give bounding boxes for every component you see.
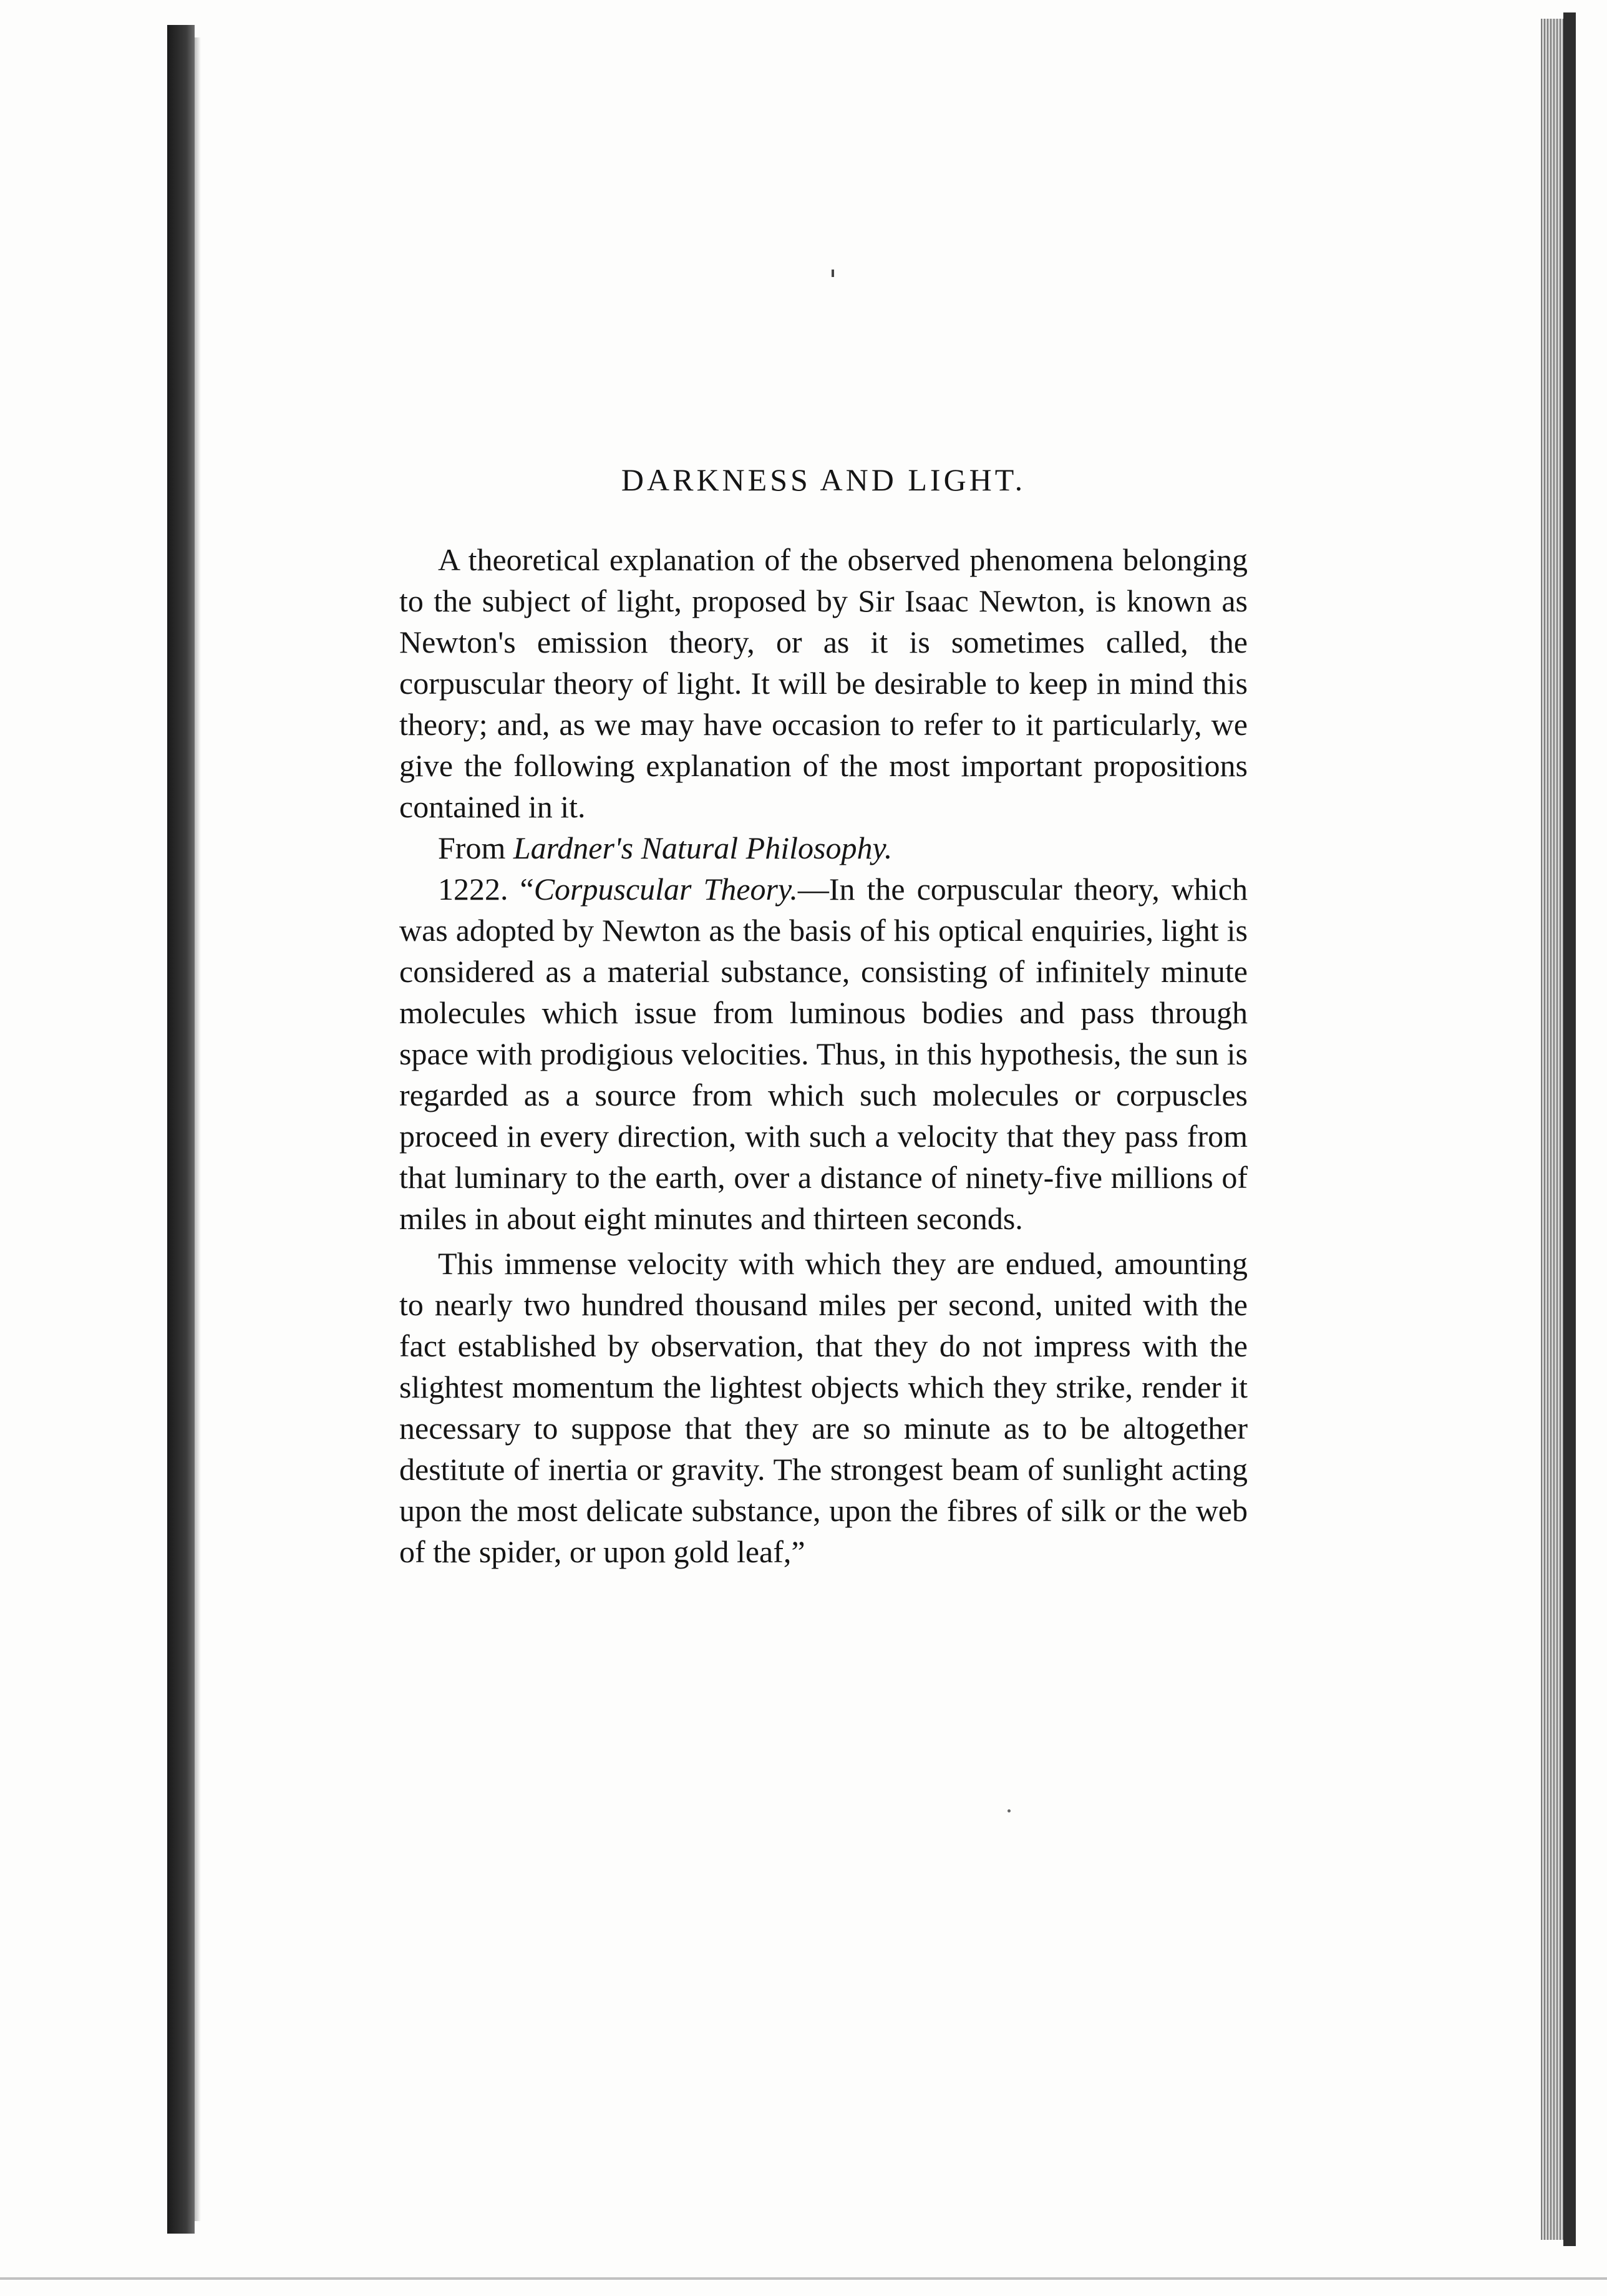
bottom-scan-edge bbox=[0, 2277, 1607, 2280]
section-number: 1222. “ bbox=[438, 872, 534, 907]
source-title: Lardner's Natural Philosophy. bbox=[513, 830, 893, 865]
intro-paragraph: A theoretical explanation of the observed phenomena belonging to the subject of light, proposed by Sir Isaac Newton, is known as Newton's emission theory, or as it is sometimes called, the corpuscular theory of light. It will be desirable to keep in mind this theory; and, as we may have occasion to refer to it particularly, we give the following explanation of the most important propositions contained in it. bbox=[399, 542, 1248, 824]
section-paragraph bbox=[399, 868, 1248, 1239]
page-title: DARKNESS AND LIGHT. bbox=[621, 462, 1026, 497]
left-binding-edge bbox=[167, 25, 195, 2234]
source-prefix: From bbox=[438, 830, 513, 865]
right-cover-edge bbox=[1563, 12, 1576, 2246]
page-text-block bbox=[399, 462, 1248, 1572]
continuation-paragraph: This immense velocity with which they are endued, amounting to nearly two hundred thousand miles per second, united with the fact established by observation, that they do not impress with the slightest momentum the lightest objects which they strike, render it necessary to suppose that they are so minute as to be altogether destitute of inertia or gravity. The strongest beam of sunlight acting upon the most delicate substance, upon the fibres of silk or the web of the spider, or upon gold leaf,” bbox=[399, 1246, 1248, 1569]
section-title: Corpuscular Theory. bbox=[533, 872, 798, 907]
source-line bbox=[399, 827, 1248, 868]
section-text: —In the corpuscular theory, which was adopted by Newton as the basis of his optical enquiries, light is considered as a material substance, consisting of infinitely minute molecules which issue from luminous bodies and pass through space with prodigious velocities. Thus, in this hypothesis, the sun is regarded as a source from which such molecules or corpuscles proceed in every direction, with such a velocity that they pass from that luminary to the earth, over a distance of ninety-five millions of miles in about eight minutes and thirteen seconds. bbox=[399, 872, 1248, 1236]
scan-speck bbox=[1007, 1809, 1011, 1812]
right-page-edges bbox=[1541, 19, 1563, 2240]
left-binding-shadow bbox=[195, 37, 201, 2221]
scan-speck bbox=[832, 270, 834, 277]
